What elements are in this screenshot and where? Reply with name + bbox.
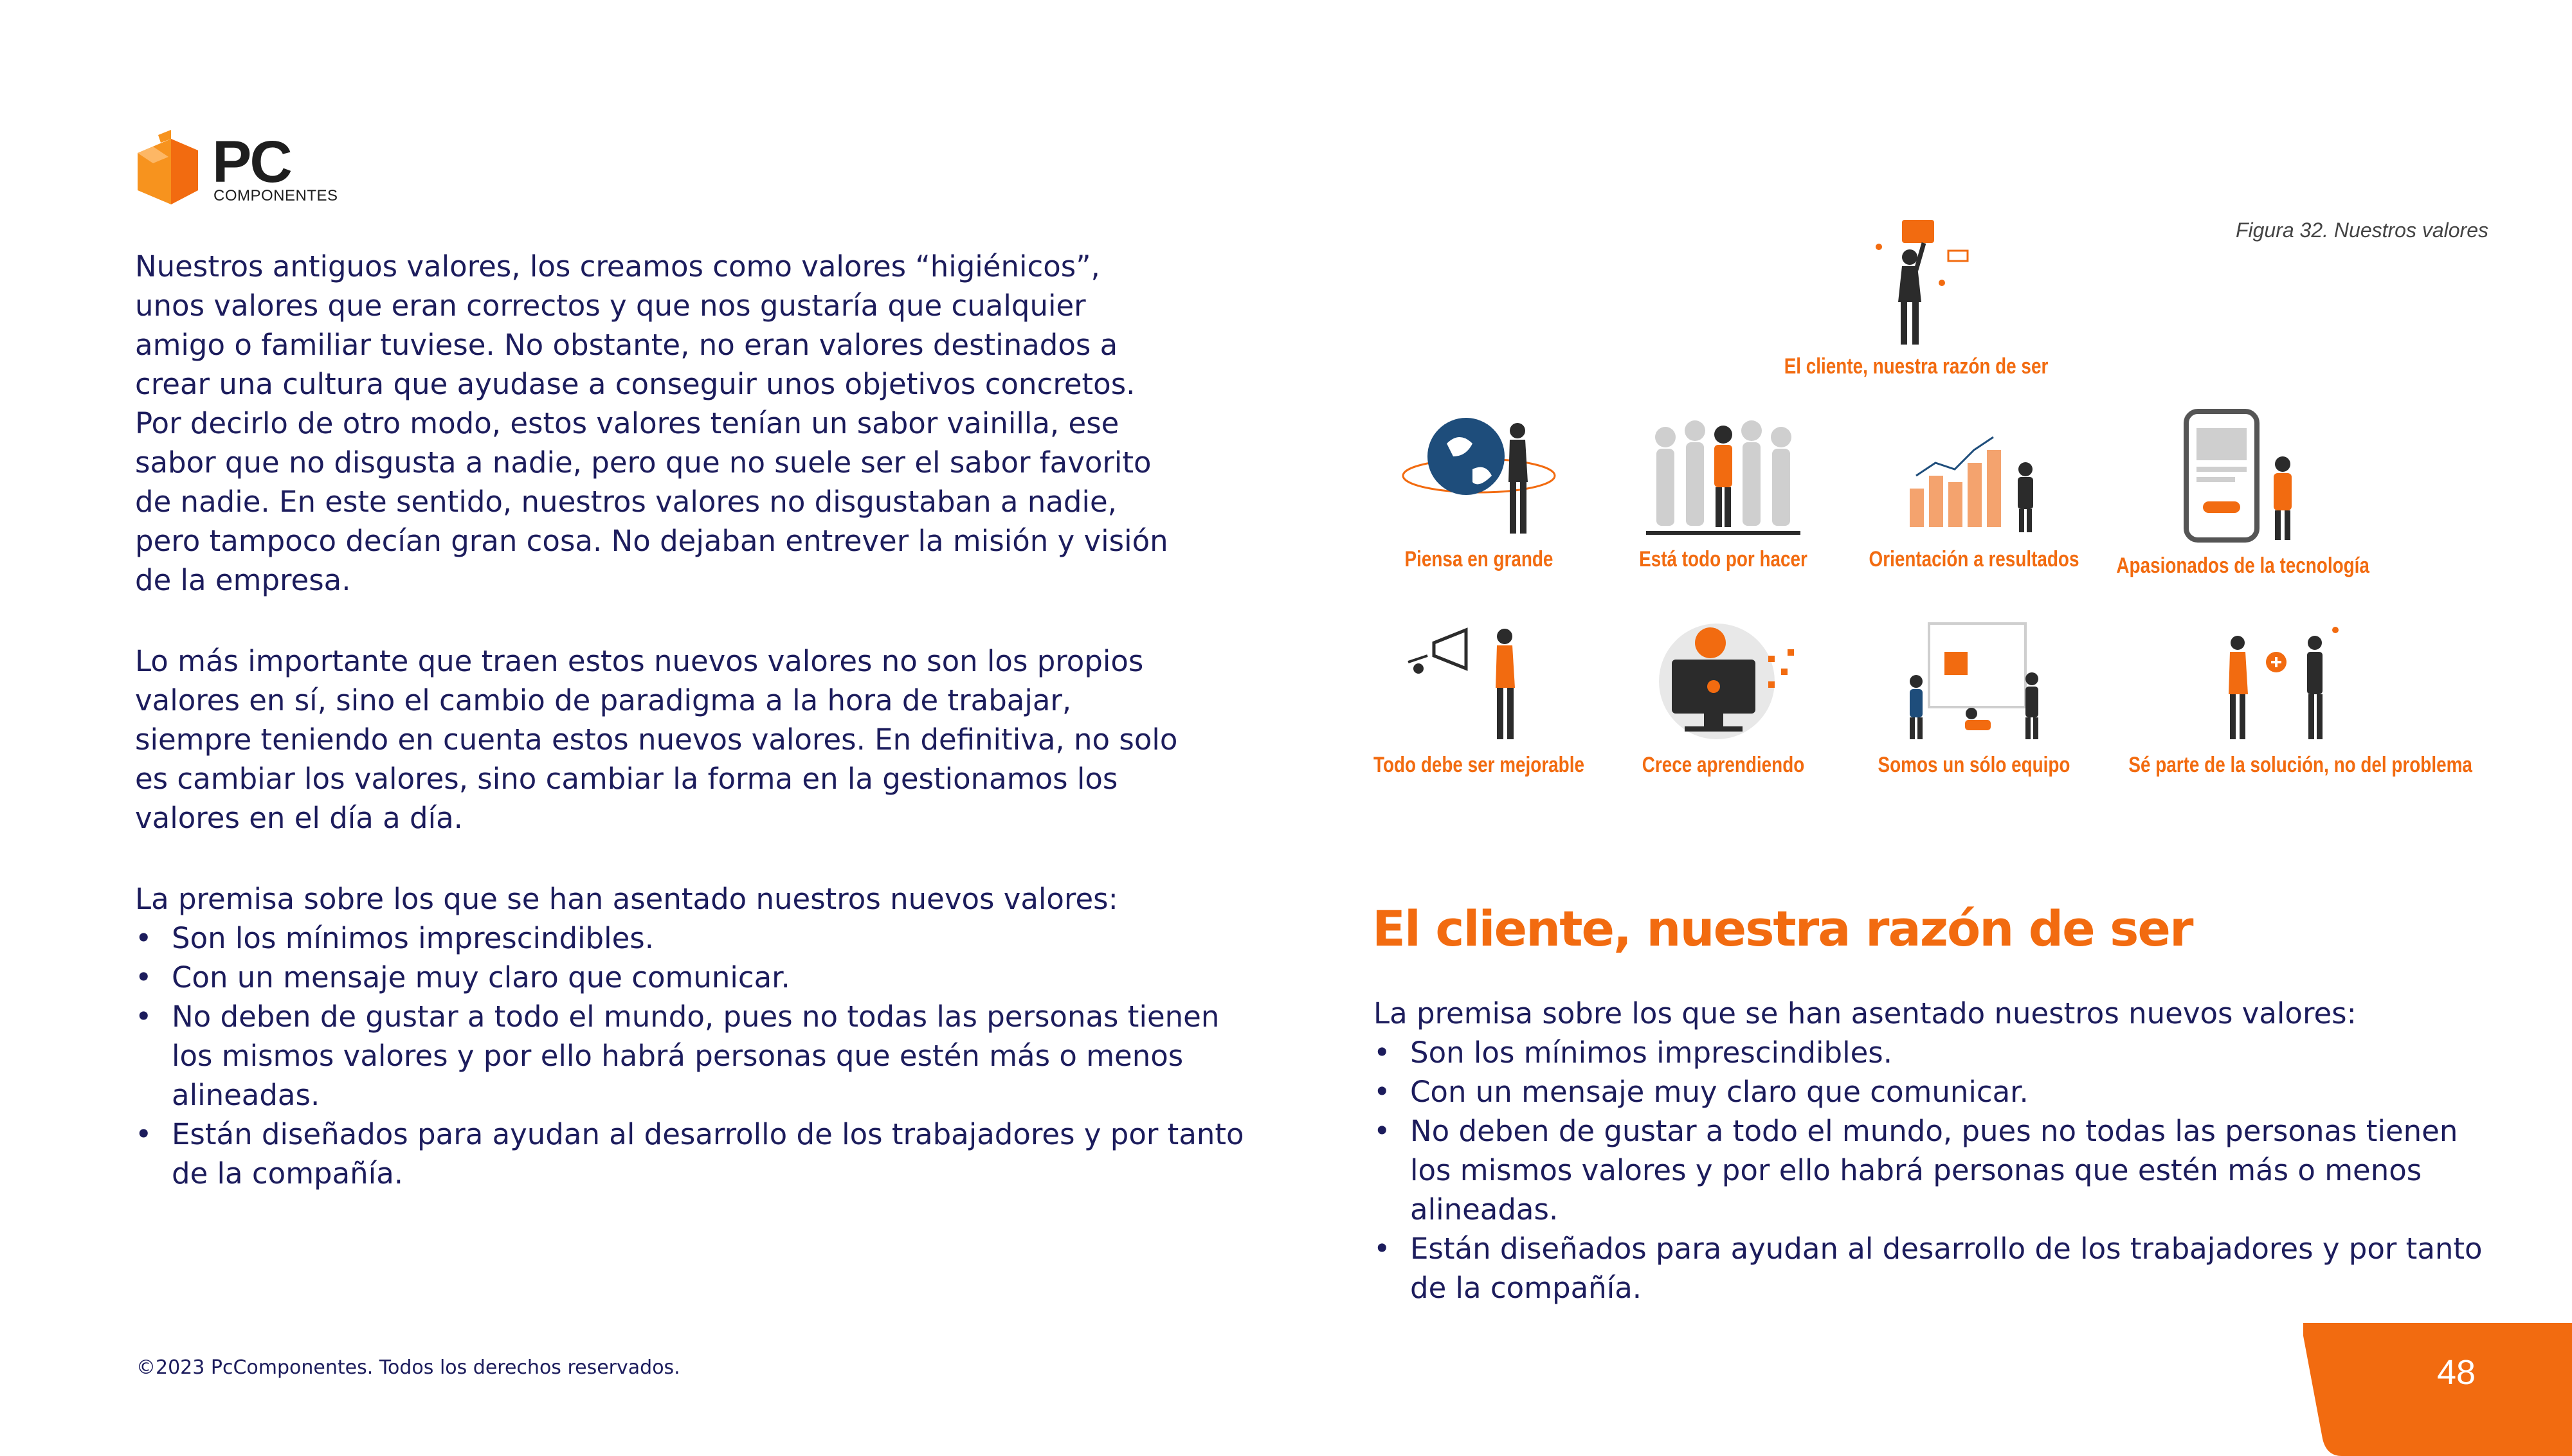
- value-label: Todo debe ser mejorable: [1373, 753, 1584, 777]
- team-people-icon: [1633, 405, 1813, 546]
- value-tech-passion: [2090, 405, 2386, 579]
- list-item: • No deben de gustar a todo el mundo, pues no todas las personas tienen los mismos valores y por ello habrá personas que estén más o menos alineadas.: [1373, 1111, 2505, 1229]
- copyright-notice: ©2023 PcComponentes. Todos los derechos reservados.: [136, 1356, 680, 1379]
- list-intro: La premisa sobre los que se han asentado nuestros nuevos valores:: [135, 882, 1118, 916]
- logo-subtitle: COMPONENTES: [213, 187, 338, 204]
- teamwork-icon: [1890, 617, 2058, 752]
- paradigm-paragraph: Lo más importante que traen estos nuevos valores no son los propios valores en sí, sino el cambio de paradigma a la hora de trabajar, siempre teniendo en cuenta estos nuevos valores. En definitiva, no solo es cambiar los valores, sino cambiar la forma en la gestionamos los valores en el día a día.: [135, 644, 1178, 835]
- value-client: [1736, 212, 2096, 379]
- figure-caption: Figura 32. Nuestros valores: [2235, 219, 2488, 242]
- value-results: [1839, 405, 2109, 572]
- value-label: Orientación a resultados: [1869, 547, 2079, 571]
- globe-person-icon: [1395, 405, 1562, 546]
- logo-box-icon: [134, 129, 201, 206]
- bar-chart-person-icon: [1890, 405, 2058, 546]
- value-label: Crece aprendiendo: [1642, 753, 1805, 777]
- premise-list: [1373, 1033, 2505, 1308]
- person-holding-box-icon: [1845, 212, 1987, 354]
- value-everything-to-do: [1595, 405, 1852, 572]
- list-item: • Están diseñados para ayudan al desarrollo de los trabajadores y por tanto de la compañía.: [1373, 1229, 2505, 1308]
- value-learn-grow: [1595, 617, 1852, 778]
- list-intro: La premisa sobre los que se han asentado nuestros nuevos valores:: [1373, 996, 2357, 1030]
- list-item: • Son los mínimos imprescindibles.: [1373, 1033, 2505, 1072]
- collaboration-icon: [2193, 617, 2360, 752]
- page-number: 48: [2436, 1353, 2476, 1392]
- value-label: Está todo por hacer: [1639, 547, 1807, 571]
- value-one-team: [1839, 617, 2109, 778]
- value-label: Piensa en grande: [1404, 547, 1553, 571]
- intro-paragraph: Nuestros antiguos valores, los creamos como valores “higiénicos”, unos valores que eran correctos y que nos gustaría que cualquier amigo o familiar tuviese. No obstante, no eran valores destinados a crear una cultura que ayudase a conseguir unos objetivos concretos. Por decirlo de otro modo, estos valores tenían un sabor vainilla, ese sabor que no disgusta a nadie, pero que no suele ser el sabor favorito de nadie. En este sentido, nuestros valores no disgustaban a nadie, pero tampoco decían gran cosa. No dejaban entrever la misión y visión de la empresa.: [135, 249, 1168, 597]
- company-logo: [134, 129, 340, 206]
- value-label: Somos un sólo equipo: [1878, 753, 2070, 777]
- list-item: • Con un mensaje muy claro que comunicar.: [1373, 1072, 2505, 1111]
- value-think-big: [1350, 405, 1608, 572]
- value-label: El cliente, nuestra razón de ser: [1784, 354, 2049, 379]
- value-improvable: [1344, 617, 1614, 778]
- value-label: Apasionados de la tecnología: [2116, 553, 2369, 578]
- list-item: • Con un mensaje muy claro que comunicar.: [135, 958, 1254, 997]
- computer-person-icon: [1640, 617, 1807, 752]
- value-label: Sé parte de la solución, no del problema: [2128, 753, 2472, 777]
- megaphone-person-icon: [1395, 617, 1562, 752]
- premise-list: [135, 919, 1254, 1193]
- list-item: • No deben de gustar a todo el mundo, pues no todas las personas tienen los mismos valores y por ello habrá personas que estén más o menos alineadas.: [135, 997, 1254, 1115]
- values-illustration: [1350, 212, 2482, 810]
- value-be-solution: [2096, 617, 2472, 778]
- left-column: [135, 247, 1254, 1193]
- smartphone-person-icon: [2154, 405, 2321, 553]
- section-heading: El cliente, nuestra razón de ser: [1372, 900, 2193, 957]
- logo-wordmark: PC: [212, 129, 291, 195]
- list-item: • Son los mínimos imprescindibles.: [135, 919, 1254, 958]
- list-item: • Están diseñados para ayudan al desarrollo de los trabajadores y por tanto de la compañía.: [135, 1115, 1254, 1193]
- right-column: [1373, 994, 2505, 1308]
